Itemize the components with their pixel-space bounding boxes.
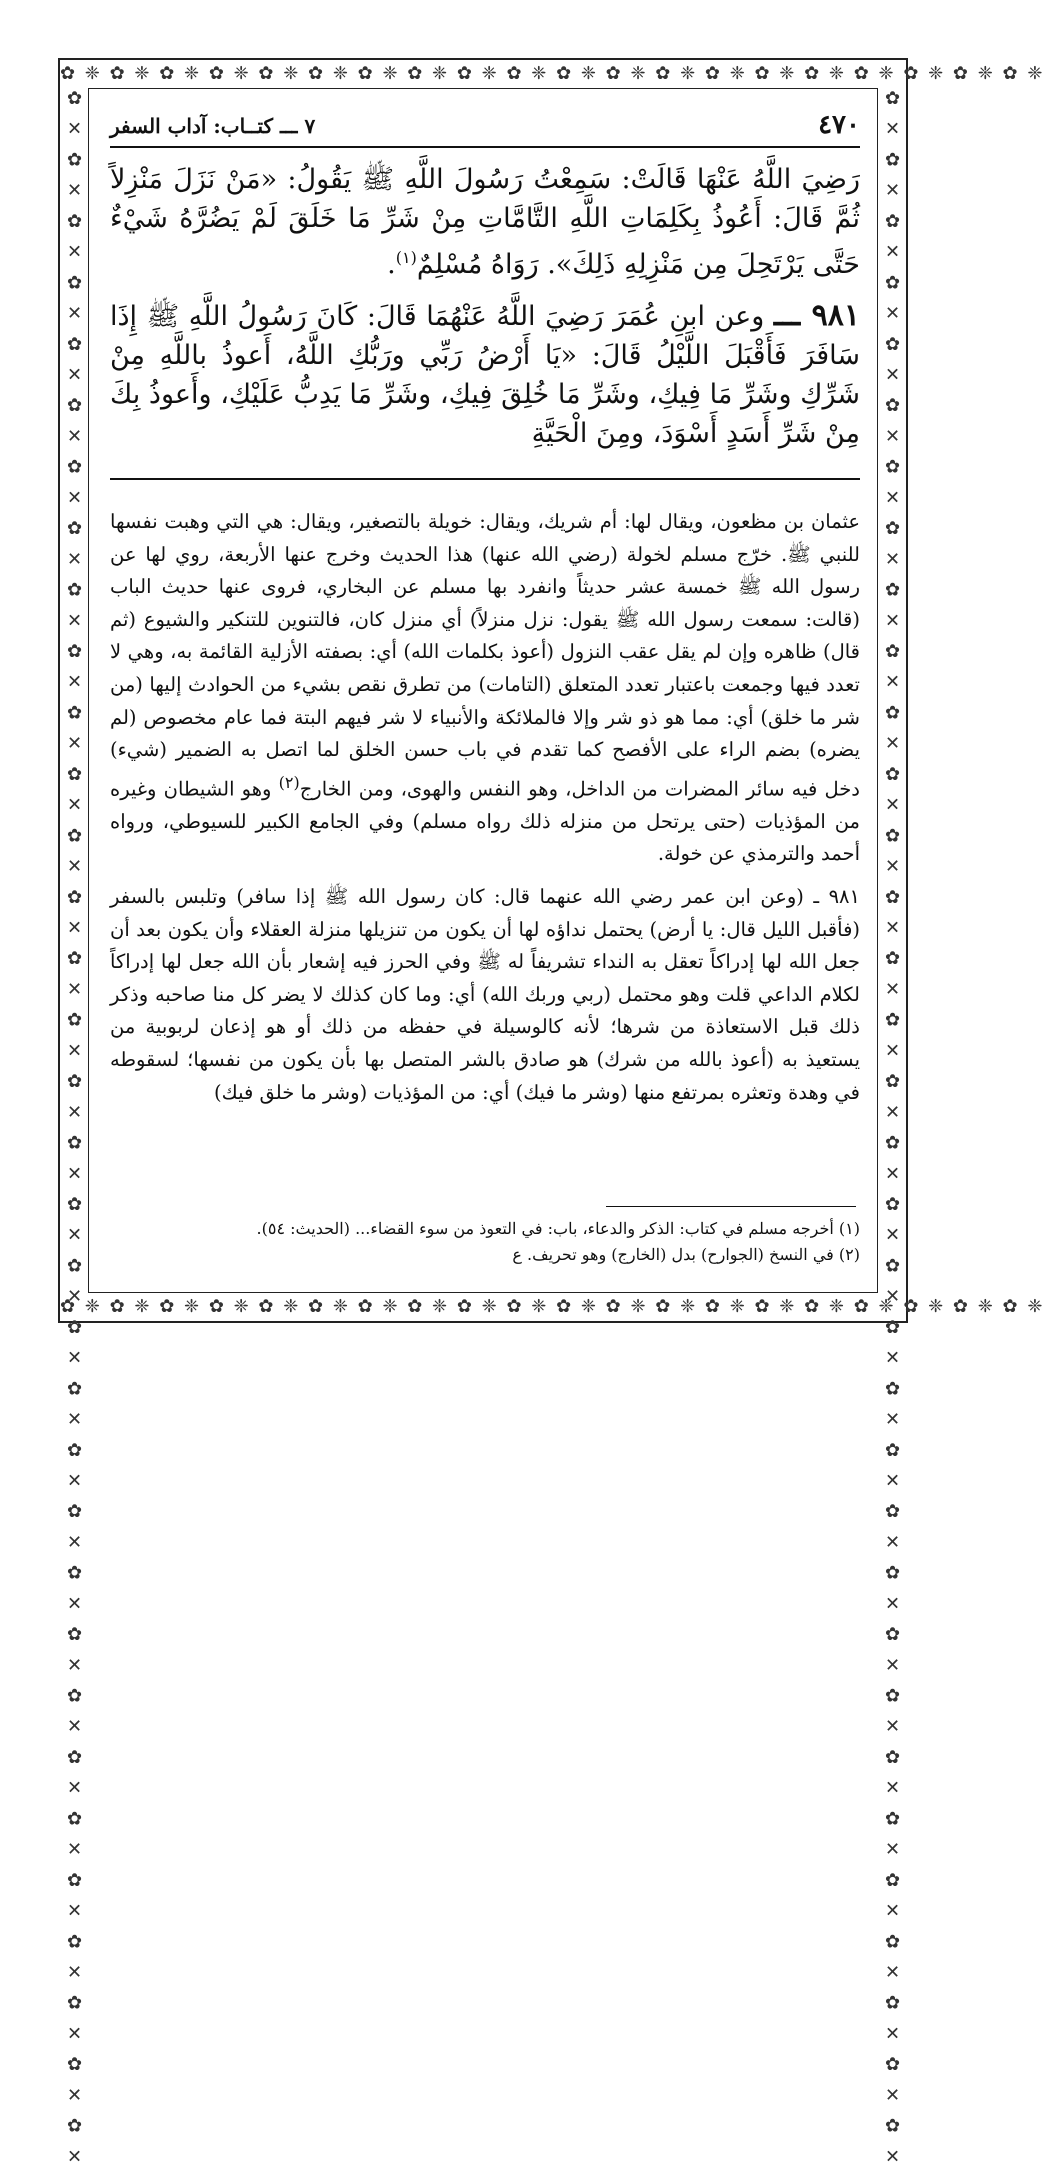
hadith-number: ٩٨١ ـــ (773, 298, 861, 333)
page-number: ٤٧٠ (818, 110, 860, 140)
commentary-paragraph-1 (110, 506, 860, 871)
commentary-paragraph-1-tail: وهو الشيطان وغيره من المؤذيات (حتى يرتحل من منزله ذلك رواه مسلم) وفي الجامع الكبير للسيوطي، ورواه أحمد والترمذي عن خولة. (110, 777, 860, 866)
footnote-ref-2: (٢) (278, 772, 300, 792)
commentary (110, 506, 860, 1119)
footnote-2: (٢) في النسخ (الجوارح) بدل (الخارج) وهو تحريف. ع (512, 1245, 860, 1264)
footnote-separator (606, 1206, 856, 1207)
running-title: ٧ ـــ كتــاب: آداب السفر (110, 114, 316, 138)
ornamental-border-right: ✿ ✕ ✿ ✕ ✿ ✕ ✿ ✕ ✿ ✕ ✿ ✕ ✿ ✕ ✿ ✕ ✿ ✕ ✿ ✕ ✿ ✕ ✿ ✕ ✿ ✕ ✿ ✕ ✿ ✕ ✿ ✕ ✿ ✕ ✿ ✕ ✿ ✕ ✿ ✕ ✿ ✕ ✿ ✕ ✿ ✕ ✿ ✕ ✿ ✕ ✿ ✕ ✿ ✕ ✿ ✕ ✿ ✕ ✿ ✕ ✿ ✕ ✿ ✕ ✿ ✕ ✿ ✕ (882, 88, 903, 2169)
hadith-paragraph-2 (110, 296, 860, 453)
footnote-1: (١) أخرجه مسلم في كتاب: الذكر والدعاء، باب: في التعوذ من سوء القضاء... (الحديث: ٥٤). (256, 1219, 860, 1238)
ornamental-border-left: ✿ ✕ ✿ ✕ ✿ ✕ ✿ ✕ ✿ ✕ ✿ ✕ ✿ ✕ ✿ ✕ ✿ ✕ ✿ ✕ ✿ ✕ ✿ ✕ ✿ ✕ ✿ ✕ ✿ ✕ ✿ ✕ ✿ ✕ ✿ ✕ ✿ ✕ ✿ ✕ ✿ ✕ ✿ ✕ ✿ ✕ ✿ ✕ ✿ ✕ ✿ ✕ ✿ ✕ ✿ ✕ ✿ ✕ ✿ ✕ ✿ ✕ ✿ ✕ ✿ ✕ ✿ ✕ (64, 88, 85, 2169)
commentary-paragraph-2: ٩٨١ ـ (وعن ابن عمر رضي الله عنهما قال: كان رسول الله ﷺ إذا سافر) وتلبس بالسفر (فأقبل الليل قال: يا أرض) يحتمل نداؤه لها أن يكون من تنزيلها منزلة العقلاء وأن يكون بعد أن جعل الله لها إدراكاً تعقل به النداء تشريفاً له ﷺ وفي الحرز فيه إشعار بأن الله جعل لها إدراكاً لكلام الداعي قلت وهو محتمل (ربي وربك الله) أي: وما كان كذلك لا يضر كل منا صاحبه وذكر ذلك قبل الاستعاذة من شرها؛ لأنه كالوسيلة في حفظه من ذلك أو هو إذعان لربوبية من يستعيذ به (أعوذ بالله من شرك) هو صادق بالشر المتصل بها بأن يكون من نفسها؛ لسقوطه في وهدة وتعثره بمرتفع منها (وشر ما فيك) أي: من المؤذيات (وشر ما خلق فيك) (110, 885, 860, 1104)
hadith-paragraph-2-text: وعن ابنِ عُمَرَ رَضِيَ اللَّهُ عَنْهُمَا قَالَ: كَانَ رَسُولُ اللَّهِ ﷺ إِذَا سَافَرَ فَأَقْبَلَ اللَّيْلُ قَالَ: «يَا أَرْضُ رَبِّي ورَبُّكِ اللَّهُ، أَعوذُ باللَّهِ مِنْ شَرِّكِ وشَرِّ مَا فِيكِ، وشَرِّ مَا خُلِقَ فِيكِ، وشَرِّ مَا يَدِبُّ عَلَيْكِ، وأَعوذُ بِكَ مِنْ شَرِّ أَسَدٍ أَسْوَدَ، ومِنَ الْحَيَّةِ (110, 301, 860, 449)
main-separator (110, 478, 860, 480)
hadith-paragraph-1 (110, 160, 860, 284)
ornamental-border-top: ✿ ❈ ✿ ❈ ✿ ❈ ✿ ❈ ✿ ❈ ✿ ❈ ✿ ❈ ✿ ❈ ✿ ❈ ✿ ❈ ✿ ❈ ✿ ❈ ✿ ❈ ✿ ❈ ✿ ❈ ✿ ❈ ✿ ❈ ✿ ❈ ✿ ❈ ✿ ❈ (60, 63, 1044, 84)
footnote-ref-1: (١) (395, 248, 417, 267)
hadith-text (110, 160, 860, 465)
footnotes (110, 1216, 860, 1268)
hadith-paragraph-1-text: رَضِيَ اللَّهُ عَنْهَا قَالَتْ: سَمِعْتُ رَسُولَ اللَّهِ ﷺ يَقُولُ: «مَنْ نَزَلَ مَنْزِلاً ثُمَّ قَالَ: أَعُوذُ بِكَلِمَاتِ اللَّهِ التَّامَّاتِ مِنْ شَرِّ مَا خَلَقَ لَمْ يَضُرَّهُ شَيْءٌ حَتَّى يَرْتَحِلَ مِن مَنْزِلِهِ ذَلِكَ». رَوَاهُ مُسْلِمٌ (110, 164, 860, 280)
page-header (110, 106, 860, 148)
hadith-paragraph-1-end: . (387, 249, 396, 280)
ornamental-border-bottom: ✿ ❈ ✿ ❈ ✿ ❈ ✿ ❈ ✿ ❈ ✿ ❈ ✿ ❈ ✿ ❈ ✿ ❈ ✿ ❈ ✿ ❈ ✿ ❈ ✿ ❈ ✿ ❈ ✿ ❈ ✿ ❈ ✿ ❈ ✿ ❈ ✿ ❈ ✿ ❈ (60, 1296, 1044, 1317)
commentary-paragraph-1-text: عثمان بن مظعون، ويقال لها: أم شريك، ويقال: خويلة بالتصغير، ويقال: هي التي وهبت نفسها للنبي ﷺ. خرّج مسلم لخولة (رضي الله عنها) هذا الحديث وخرج عنها الأربعة، روي لها عن رسول الله ﷺ خمسة عشر حديثاً وانفرد بها مسلم عن البخاري، فروى عنها حديث الباب (قالت: سمعت رسول الله ﷺ يقول: نزل منزلاً) أي منزل كان، فالتنوين للتنكير والشيوع (ثم قال) ظاهره وإن لم يقل عقب النزول (أعوذ بكلمات الله) أي: بصفته الأزلية القائمة به، وهي لا تعدد فيها وجمعت باعتبار تعدد المتعلق (التامات) من تطرق نقص بشيء من الحوادث إليها (من شر ما خلق) أي: مما هو ذو شر وإلا فالملائكة والأنبياء لا شر فيهم البتة فما عام مخصوص (لم يضره) بضم الراء على الأفصح كما تقدم في باب حسن الخلق لما اتصل به الضمير (شيء) دخل فيه سائر المضرات من الداخل، وهو النفس والهوى، ومن الخارج (110, 510, 860, 801)
